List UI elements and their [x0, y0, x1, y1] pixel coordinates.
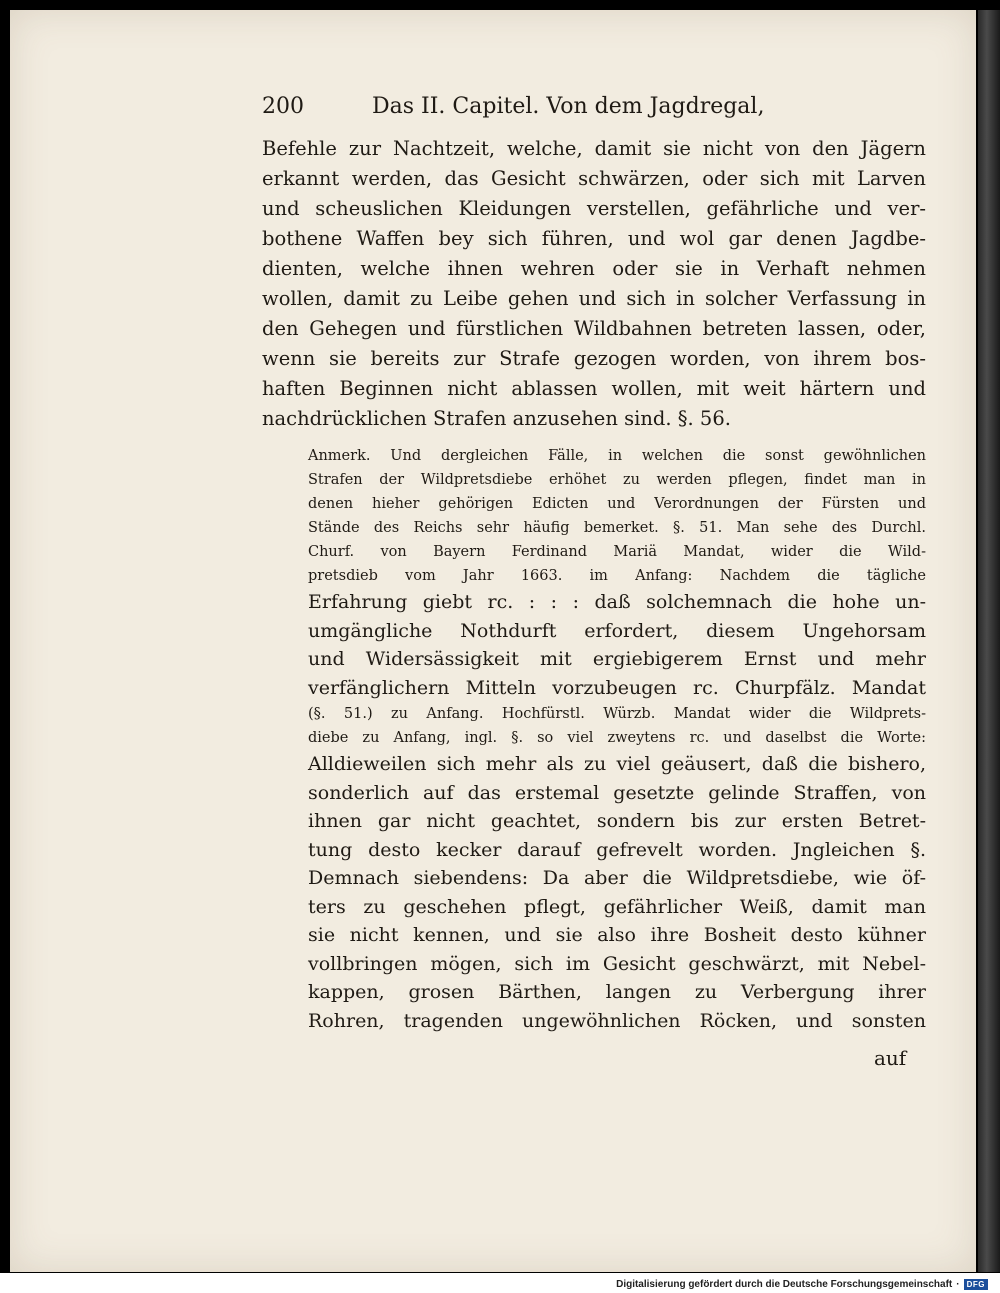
text-line: bothene Waffen bey sich führen, und wol gar denen Jagdbe- — [262, 227, 926, 250]
text-line: dienten, welche ihnen wehren oder sie in Verhaft nehmen — [262, 257, 926, 280]
note-line: sie nicht kennen, und sie also ihre Bosheit desto kühner — [308, 924, 926, 946]
note-line: Churf. von Bayern Ferdinand Mariä Mandat, wider die Wild- — [308, 544, 926, 560]
note-line: ihnen gar nicht geachtet, sondern bis zur ersten Betret- — [308, 810, 926, 832]
text-line: wenn sie bereits zur Strafe gezogen worden, von ihrem bos- — [262, 347, 926, 370]
note-line: (§. 51.) zu Anfang. Hochfürstl. Würzb. Mandat wider die Wildprets- — [308, 706, 926, 722]
chapter-title: Das II. Capitel. Von dem Jagdregal, — [372, 94, 765, 119]
note-line: denen hieher gehörigen Edicten und Verordnungen der Fürsten und — [308, 496, 926, 512]
main-paragraph — [262, 134, 926, 434]
text-line: und scheuslichen Kleidungen verstellen, gefährliche und ver- — [262, 197, 926, 220]
note-line: Anmerk. Und dergleichen Fälle, in welchen die sonst gewöhnlichen — [308, 448, 926, 464]
note-line: Demnach siebendens: Da aber die Wildpretsdiebe, wie öf- — [308, 867, 926, 889]
text-line: nachdrücklichen Strafen anzusehen sind. §. 56. — [262, 407, 731, 430]
text-line: haften Beginnen nicht ablassen wollen, mit weit härtern und — [262, 377, 926, 400]
dfg-logo-icon[interactable]: DFG — [964, 1279, 988, 1290]
note-line: vollbringen mögen, sich im Gesicht geschwärzt, mit Nebel- — [308, 952, 926, 975]
credit-text: Digitalisierung gefördert durch die Deutsche Forschungsgemeinschaft — [616, 1279, 953, 1290]
note-line: Alldieweilen sich mehr als zu viel geäusert, daß die bishero, — [308, 753, 926, 775]
note-line: Stände des Reichs sehr häufig bemerket. §. 51. Man sehe des Durchl. — [308, 520, 926, 536]
note-line: kappen, grosen Bärthen, langen zu Verbergung ihrer — [308, 981, 926, 1003]
note-line: Strafen der Wildpretsdiebe erhöhet zu werden pflegen, findet man in — [308, 472, 926, 488]
text-line: Befehle zur Nachtzeit, welche, damit sie nicht von den Jägern — [262, 137, 926, 160]
page-edge-shadow — [978, 10, 1000, 1272]
footer-bar — [0, 1273, 1000, 1293]
separator-dot: · — [956, 1279, 960, 1290]
note-line: tung desto kecker darauf gefrevelt worden. Jngleichen §. — [308, 838, 926, 861]
note-line: verfänglichern Mitteln vorzubeugen rc. Churpfälz. Mandat — [308, 676, 926, 699]
note-line: umgängliche Nothdurft erfordert, diesem Ungehorsam — [308, 619, 926, 642]
note-line: ters zu geschehen pflegt, gefährlicher Weiß, damit man — [308, 895, 926, 918]
note-line: Rohren, tragenden ungewöhnlichen Röcken, und sonsten — [308, 1009, 926, 1032]
annotation-block — [308, 444, 926, 1035]
note-line: Erfahrung giebt rc. : : : daß solchemnach die hohe un- — [308, 591, 926, 613]
catchword: auf — [874, 1046, 907, 1070]
text-line: erkannt werden, das Gesicht schwärzen, oder sich mit Larven — [262, 167, 926, 190]
note-line: diebe zu Anfang, ingl. §. so viel zweytens rc. und daselbst die Worte: — [308, 730, 926, 746]
digitization-credit — [616, 1279, 988, 1290]
page-number: 200 — [262, 94, 304, 119]
note-line: pretsdieb vom Jahr 1663. im Anfang: Nachdem die tägliche — [308, 568, 926, 584]
note-line: und Widersässigkeit mit ergiebigerem Ernst und mehr — [308, 648, 926, 670]
running-head — [262, 94, 822, 124]
text-line: wollen, damit zu Leibe gehen und sich in solcher Verfassung in — [262, 287, 926, 310]
text-line: den Gehegen und fürstlichen Wildbahnen betreten lassen, oder, — [262, 317, 926, 340]
note-line: sonderlich auf das erstemal gesetzte gelinde Straffen, von — [308, 781, 926, 804]
